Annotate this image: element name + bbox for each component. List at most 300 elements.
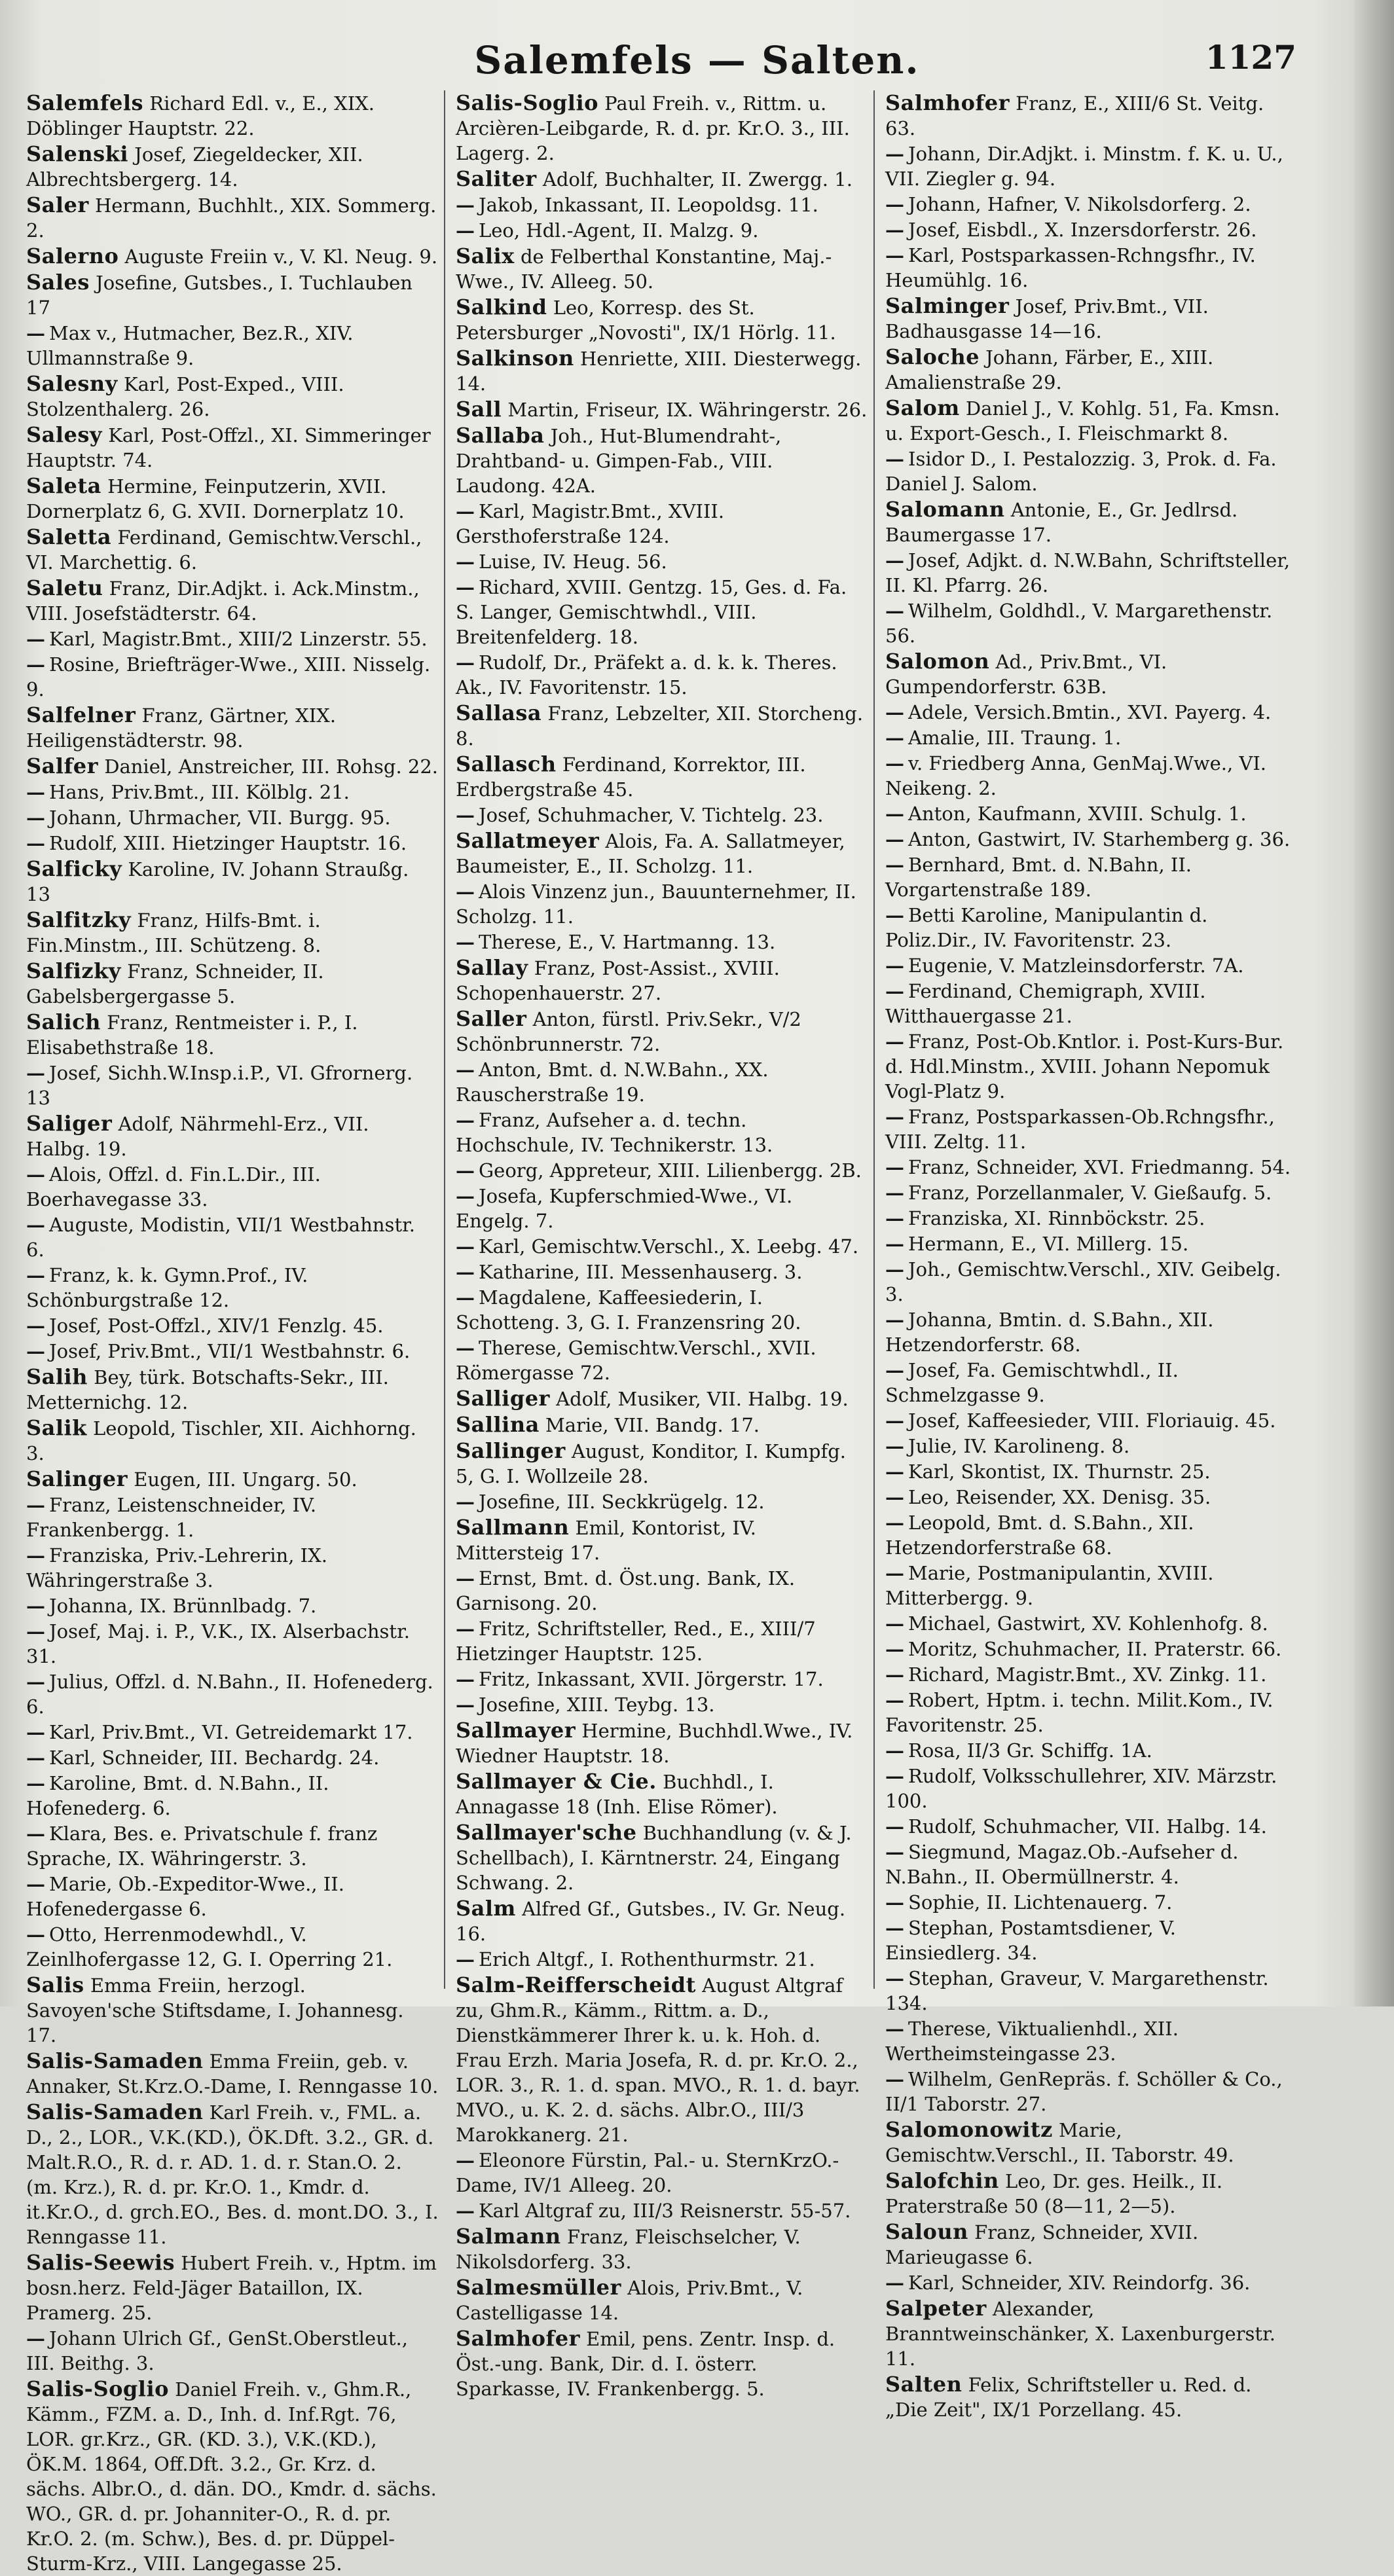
repeat-dash: — — [885, 803, 904, 825]
entry-details: Ferdinand, Gemischtw.Verschl., VI. Marchettig. 6. — [26, 526, 422, 573]
repeat-dash: — — [885, 1917, 904, 1939]
directory-entry — [885, 1840, 1298, 1889]
entry-details: Franz, Schneider, XVII. Marieugasse 6. — [885, 2221, 1199, 2268]
entry-details: Franz, Schneider, II. Gabelsbergergasse 5. — [26, 960, 324, 1007]
repeat-dash: — — [456, 880, 475, 903]
entry-surname: Salomon — [885, 649, 990, 674]
directory-entry — [456, 244, 868, 294]
directory-entry — [885, 1029, 1298, 1104]
entry-details: Magdalene, Kaffeesiederin, I. Schotteng. 3, G. I. Franzensring 20. — [456, 1286, 801, 1333]
entry-details: Adolf, Nährmehl-Erz., VII. Halbg. 19. — [26, 1113, 369, 1160]
entry-details: Karl, Magistr.Bmt., XVIII. Gersthoferstraße 124. — [456, 500, 725, 547]
directory-entry — [26, 1720, 439, 1745]
entry-details: Josefine, XIII. Teybg. 13. — [479, 1694, 715, 1716]
directory-entry — [26, 1669, 439, 1719]
entry-surname: Sall — [456, 397, 502, 422]
directory-entry — [456, 1006, 868, 1057]
directory-entry — [885, 217, 1298, 242]
entry-surname: Saletu — [26, 575, 103, 600]
entry-surname: Salficky — [26, 856, 122, 881]
directory-entry — [26, 1009, 439, 1060]
repeat-dash: — — [26, 1264, 45, 1286]
entry-surname: Salfer — [26, 753, 98, 778]
entry-surname: Salinger — [26, 1466, 128, 1491]
entry-details: Julie, IV. Karolineng. 8. — [908, 1435, 1130, 1457]
repeat-dash: — — [885, 1156, 904, 1178]
entry-details: Adele, Versich.Bmtin., XVI. Payerg. 4. — [908, 701, 1272, 723]
entry-details: Johann, Hafner, V. Nikolsdorferg. 2. — [908, 193, 1251, 215]
entry-details: Franz, Lebzelter, XII. Storcheng. 8. — [456, 702, 864, 750]
entry-details: Hubert Freih. v., Hptm. im bosn.herz. Feld-Jäger Bataillon, IX. Pramerg. 25. — [26, 2252, 437, 2324]
entry-surname: Salmhofer — [456, 2326, 580, 2351]
repeat-dash: — — [885, 549, 904, 571]
entry-details: Karoline, Bmt. d. N.Bahn., II. Hofenederg. 6. — [26, 1772, 329, 1819]
entry-details: Henriette, XIII. Diesterwegg. 14. — [456, 348, 862, 395]
directory-entry — [885, 192, 1298, 217]
directory-entry — [26, 1212, 439, 1262]
directory-entry — [456, 1769, 868, 1819]
directory-entry — [885, 344, 1298, 395]
entry-details: Ad., Priv.Bmt., VI. Gumpendorferstr. 63B. — [885, 651, 1167, 698]
directory-entry — [26, 1415, 439, 1466]
repeat-dash: — — [26, 807, 45, 829]
repeat-dash: — — [885, 727, 904, 749]
directory-entry — [456, 1515, 868, 1565]
entry-surname: Salfelner — [26, 702, 136, 727]
repeat-dash: — — [885, 1258, 904, 1280]
entry-surname: Salkinson — [456, 346, 574, 371]
entry-details: Paul Freih. v., Rittm. u. Arcièren-Leibgarde, R. d. pr. Kr.O. 3., III. Lagerg. 2. — [456, 92, 850, 164]
directory-entry — [456, 1438, 868, 1489]
repeat-dash: — — [885, 752, 904, 774]
repeat-dash: — — [26, 653, 45, 676]
entry-details: Franz, Post-Ob.Kntlor. i. Post-Kurs-Bur. d. Hdl.Minstm., XVIII. Johann Nepomuk Vogl-Platz 9. — [885, 1030, 1284, 1102]
entry-details: Adolf, Buchhalter, II. Zwergg. 1. — [542, 168, 853, 190]
directory-entry — [885, 953, 1298, 978]
directory-entry — [456, 218, 868, 243]
repeat-dash: — — [456, 651, 475, 674]
entry-details: Josef, Priv.Bmt., VII. Badhausgasse 14—16. — [885, 295, 1209, 342]
entry-details: Marie, VII. Bandg. 17. — [545, 1414, 760, 1436]
entry-details: Franz, Hilfs-Bmt. i. Fin.Minstm., III. Schützeng. 8. — [26, 909, 321, 956]
repeat-dash: — — [26, 1340, 45, 1362]
repeat-dash: — — [26, 781, 45, 803]
directory-entry — [456, 879, 868, 929]
entry-surname: Salliger — [456, 1386, 550, 1411]
repeat-dash: — — [456, 1286, 475, 1309]
entry-details: Karl, Gemischtw.Verschl., X. Leebg. 47. — [479, 1235, 859, 1258]
entry-details: Therese, Gemischtw.Verschl., XVII. Römergasse 72. — [456, 1337, 816, 1384]
entry-surname: Salis-Soglio — [26, 2376, 169, 2401]
entry-details: Franz, Postsparkassen-Ob.Rchngsfhr., VIII. Zeltg. 11. — [885, 1106, 1275, 1153]
directory-entry — [885, 1307, 1298, 1357]
entry-details: Otto, Herrenmodewhdl., V. Zeinlhofergasse 12, G. I. Operring 21. — [26, 1923, 393, 1970]
directory-entry — [885, 1814, 1298, 1839]
directory-entry — [456, 828, 868, 879]
directory-entry — [26, 652, 439, 702]
repeat-dash: — — [26, 1823, 45, 1845]
entry-surname: Sallatmeyer — [456, 828, 600, 853]
entry-details: Johanna, Bmtin. d. S.Bahn., XII. Hetzendorferstr. 68. — [885, 1309, 1214, 1356]
directory-entry — [456, 1566, 868, 1616]
entry-details: Karl, Priv.Bmt., VI. Getreidemarkt 17. — [49, 1721, 413, 1743]
entry-details: Franziska, Priv.-Lehrerin, IX. Währingerstraße 3. — [26, 1544, 327, 1591]
repeat-dash: — — [885, 1435, 904, 1457]
directory-entry — [456, 1260, 868, 1284]
directory-entry — [885, 1485, 1298, 1510]
repeat-dash: — — [885, 1739, 904, 1762]
entry-details: Felix, Schriftsteller u. Red. d. „Die Zeit", IX/1 Porzellang. 45. — [885, 2374, 1252, 2421]
entry-surname: Salfitzky — [26, 907, 132, 932]
entry-details: Franz, k. k. Gymn.Prof., IV. Schönburgstraße 12. — [26, 1264, 308, 1311]
directory-entry — [885, 1510, 1298, 1560]
entry-details: Emil, Kontorist, IV. Mittersteig 17. — [456, 1517, 756, 1564]
entry-details: Alfred Gf., Gutsbes., IV. Gr. Neug. 16. — [456, 1898, 846, 1945]
entry-surname: Salmann — [456, 2224, 561, 2249]
entry-details: Josef, Maj. i. P., V.K., IX. Alserbachstr. 31. — [26, 1620, 410, 1667]
directory-entry — [26, 90, 439, 141]
directory-entry — [26, 1466, 439, 1492]
entry-details: Franz, Fleischselcher, V. Nikolsdorferg. 33. — [456, 2226, 801, 2273]
repeat-dash: — — [456, 1948, 475, 1970]
directory-entry — [26, 805, 439, 830]
directory-entry — [885, 1561, 1298, 1610]
entry-details: Franz, Aufseher a. d. techn. Hochschule, IV. Technikerstr. 13. — [456, 1109, 773, 1156]
entry-details: Rosa, II/3 Gr. Schiffg. 1A. — [908, 1739, 1152, 1762]
entry-details: Ferdinand, Korrektor, III. Erdbergstraße 45. — [456, 753, 806, 801]
directory-entry — [26, 1339, 439, 1364]
entry-details: Franz, Dir.Adjkt. i. Ack.Minstm., VIII. Josefstädterstr. 64. — [26, 577, 420, 625]
repeat-dash: — — [885, 448, 904, 470]
entry-surname: Saler — [26, 192, 89, 217]
directory-entry — [885, 446, 1298, 496]
repeat-dash: — — [885, 193, 904, 215]
repeat-dash: — — [885, 244, 904, 266]
entry-details: Anton, fürstl. Priv.Sekr., V/2 Schönbrunnerstr. 72. — [456, 1008, 801, 1055]
entry-details: Karoline, IV. Johann Straußg. 13 — [26, 858, 409, 905]
entry-surname: Salpeter — [885, 2296, 987, 2321]
directory-entry — [885, 649, 1298, 699]
repeat-dash: — — [885, 1512, 904, 1534]
entry-details: Fritz, Inkassant, XVII. Jörgerstr. 17. — [479, 1668, 824, 1690]
directory-entry — [885, 725, 1298, 750]
column-right — [885, 90, 1303, 2421]
repeat-dash: — — [456, 1235, 475, 1258]
directory-entry — [26, 1972, 439, 2048]
repeat-dash: — — [885, 2018, 904, 2040]
entry-details: Fritz, Schriftsteller, Red., E., XIII/7 Hietzinger Hauptstr. 125. — [456, 1618, 816, 1665]
running-title: Salemfels — Salten. — [474, 38, 920, 82]
entry-details: Leo, Reisender, XX. Denisg. 35. — [908, 1486, 1211, 1508]
repeat-dash: — — [26, 832, 45, 854]
entry-details: Richard Edl. v., E., XIX. Döblinger Hauptstr. 22. — [26, 92, 375, 139]
directory-entry — [26, 244, 439, 269]
directory-entry — [26, 1364, 439, 1415]
directory-entry — [456, 1234, 868, 1259]
entry-details: Moritz, Schuhmacher, II. Praterstr. 66. — [908, 1638, 1282, 1660]
directory-entry — [885, 1434, 1298, 1459]
entry-details: Alois, Priv.Bmt., V. Castelligasse 14. — [456, 2277, 803, 2324]
entry-details: Josef, Post-Offzl., XIV/1 Fenzlg. 45. — [49, 1315, 384, 1337]
directory-entry — [885, 903, 1298, 952]
directory-entry — [885, 2067, 1298, 2116]
entry-details: de Felberthal Konstantine, Maj.-Wwe., IV. Alleeg. 50. — [456, 245, 832, 293]
directory-entry — [456, 700, 868, 751]
repeat-dash: — — [456, 2149, 475, 2171]
entry-details: Emil, pens. Zentr. Insp. d. Öst.-ung. Bank, Dir. d. I. österr. Sparkasse, IV. Frankenbergg. 5. — [456, 2328, 835, 2400]
directory-entry — [26, 753, 439, 779]
entry-details: Josef, Sichh.W.Insp.i.P., VI. Gfrornerg. 13 — [26, 1062, 413, 1109]
directory-entry — [456, 1616, 868, 1666]
directory-entry — [885, 2270, 1298, 2295]
directory-entry — [885, 1688, 1298, 1737]
entry-surname: Sallay — [456, 955, 528, 980]
entry-details: Karl Altgraf zu, III/3 Reisnerstr. 55-57. — [479, 2200, 851, 2222]
entry-surname: Sallmayer'sche — [456, 1820, 637, 1845]
repeat-dash: — — [456, 1668, 475, 1690]
directory-entry — [885, 293, 1298, 344]
column-middle — [456, 90, 875, 2400]
directory-entry — [26, 780, 439, 805]
entry-details: Karl, Magistr.Bmt., XIII/2 Linzerstr. 55. — [49, 628, 428, 650]
entry-details: Alois, Offzl. d. Fin.L.Dir., III. Boerhavegasse 33. — [26, 1163, 321, 1210]
directory-entry — [456, 295, 868, 345]
entry-details: Karl, Post-Exped., VIII. Stolzenthalerg. 26. — [26, 373, 344, 420]
repeat-dash: — — [885, 143, 904, 165]
repeat-dash: — — [885, 1233, 904, 1255]
entry-details: Jakob, Inkassant, II. Leopoldsg. 11. — [479, 194, 818, 216]
repeat-dash: — — [26, 1544, 45, 1567]
directory-entry — [885, 1966, 1298, 2016]
directory-entry — [885, 1890, 1298, 1915]
entry-details: Marie, Postmanipulantin, XVIII. Mitterbergg. 9. — [885, 1562, 1214, 1609]
entry-details: Marie, Gemischtw.Verschl., II. Taborstr. 49. — [885, 2119, 1234, 2166]
directory-entry — [456, 1335, 868, 1385]
repeat-dash: — — [456, 219, 475, 242]
entry-surname: Salesy — [26, 422, 102, 447]
directory-entry — [456, 650, 868, 700]
entry-surname: Sallina — [456, 1412, 540, 1437]
directory-entry — [885, 1637, 1298, 1661]
entry-details: Bey, türk. Botschafts-Sekr., III. Metternichg. 12. — [26, 1366, 389, 1413]
directory-entry — [26, 1922, 439, 1972]
repeat-dash: — — [885, 1359, 904, 1381]
entry-details: Wilhelm, GenRepräs. f. Schöller & Co., II/1 Taborstr. 27. — [885, 2068, 1283, 2115]
entry-details: Anton, Bmt. d. N.W.Bahn., XX. Rauscherstraße 19. — [456, 1059, 769, 1106]
entry-surname: Salm-Reifferscheidt — [456, 1972, 696, 1997]
repeat-dash: — — [885, 854, 904, 876]
repeat-dash: — — [456, 1159, 475, 1182]
entry-surname: Saloche — [885, 344, 980, 369]
entry-surname: Salkind — [456, 295, 547, 319]
directory-entry — [885, 141, 1298, 191]
entry-surname: Salmesmüller — [456, 2275, 621, 2300]
directory-entry — [456, 1057, 868, 1107]
entry-details: Karl, Skontist, IX. Thurnstr. 25. — [908, 1460, 1211, 1483]
directory-entry — [885, 1459, 1298, 1484]
entry-surname: Sallmayer — [456, 1718, 576, 1743]
entry-details: Hermine, Buchhdl.Wwe., IV. Wiedner Hauptstr. 18. — [456, 1720, 853, 1767]
directory-entry — [885, 1915, 1298, 1965]
entry-details: Johann, Dir.Adjkt. i. Minstm. f. K. u. U., VII. Ziegler g. 94. — [885, 143, 1283, 190]
repeat-dash: — — [885, 1689, 904, 1711]
entry-details: Ernst, Bmt. d. Öst.ung. Bank, IX. Garnisong. 20. — [456, 1567, 796, 1614]
entry-details: Leopold, Bmt. d. S.Bahn., XII. Hetzendorferstraße 68. — [885, 1512, 1194, 1559]
directory-entry — [885, 90, 1298, 141]
directory-entry — [885, 751, 1298, 801]
directory-entry — [26, 1263, 439, 1313]
entry-details: Rudolf, XIII. Hietzinger Hauptstr. 16. — [49, 832, 407, 854]
entry-details: Johann Ulrich Gf., GenSt.Oberstleut., III. Beithg. 3. — [26, 2327, 408, 2374]
directory-entry — [885, 1358, 1298, 1407]
directory-entry — [26, 958, 439, 1009]
entry-details: Eleonore Fürstin, Pal.- u. SternKrzO.-Dame, IV/1 Alleeg. 20. — [456, 2149, 839, 2196]
entry-details: Amalie, III. Traung. 1. — [908, 727, 1122, 749]
directory-entry — [456, 2326, 868, 2401]
repeat-dash: — — [885, 1841, 904, 1863]
entry-details: Georg, Appreteur, XIII. Lilienbergg. 2B. — [479, 1159, 862, 1182]
column-left — [26, 90, 445, 2575]
repeat-dash: — — [885, 219, 904, 241]
entry-details: Wilhelm, Goldhdl., V. Margarethenstr. 56. — [885, 600, 1273, 647]
entry-details: Hans, Priv.Bmt., III. Kölblg. 21. — [49, 781, 350, 803]
directory-entry — [26, 1745, 439, 1770]
entry-surname: Salis-Samaden — [26, 2099, 204, 2124]
entry-details: Luise, IV. Heug. 56. — [479, 551, 667, 573]
entry-details: Leopold, Tischler, XII. Aichhorng. 3. — [26, 1417, 416, 1464]
repeat-dash: — — [885, 1486, 904, 1508]
repeat-dash: — — [456, 931, 475, 953]
directory-entry — [885, 2168, 1298, 2219]
entry-details: Franz, Schneider, XVI. Friedmanng. 54. — [908, 1156, 1291, 1178]
directory-entry — [885, 1257, 1298, 1307]
directory-entry — [885, 1180, 1298, 1205]
directory-entry — [885, 1662, 1298, 1687]
entry-surname: Salis — [26, 1972, 84, 1997]
entry-details: Marie, Ob.-Expeditor-Wwe., II. Hofenedergasse 6. — [26, 1873, 344, 1920]
entry-details: Leo, Korresp. des St. Petersburger „Novosti", IX/1 Hörlg. 11. — [456, 297, 836, 344]
entry-surname: Salfizky — [26, 958, 121, 983]
repeat-dash: — — [456, 576, 475, 598]
entry-details: Josefine, III. Seckkrügelg. 12. — [479, 1491, 765, 1513]
repeat-dash: — — [456, 1567, 475, 1589]
entry-surname: Salesny — [26, 371, 118, 396]
entry-details: Joh., Gemischtw.Verschl., XIV. Geibelg. 3. — [885, 1258, 1281, 1305]
entry-details: Therese, E., V. Hartmanng. 13. — [479, 931, 776, 953]
repeat-dash: — — [26, 1620, 45, 1642]
page-header — [0, 38, 1355, 97]
entry-surname: Salemfels — [26, 90, 144, 115]
directory-entry — [885, 700, 1298, 725]
entry-surname: Sallasch — [456, 752, 557, 776]
repeat-dash: — — [885, 980, 904, 1002]
entry-details: Josef, Kaffeesieder, VIII. Floriauig. 45. — [908, 1409, 1276, 1432]
directory-entry — [456, 1820, 868, 1895]
repeat-dash: — — [26, 1494, 45, 1516]
directory-entry — [885, 395, 1298, 446]
repeat-dash: — — [456, 804, 475, 826]
entry-surname: Salik — [26, 1415, 87, 1440]
entry-surname: Salofchin — [885, 2168, 999, 2193]
directory-entry — [26, 1313, 439, 1338]
entry-details: Emma Freiin, geb. v. Annaker, St.Krz.O.-Dame, I. Renngasse 10. — [26, 2050, 439, 2097]
directory-entry — [456, 1489, 868, 1514]
entry-details: Betti Karoline, Manipulantin d. Poliz.Dir., IV. Favoritenstr. 23. — [885, 904, 1208, 951]
directory-entry — [26, 1619, 439, 1669]
directory-entry — [456, 2275, 868, 2325]
directory-entry — [456, 1667, 868, 1692]
entry-details: Anton, Kaufmann, XVIII. Schulg. 1. — [908, 803, 1247, 825]
entry-details: v. Friedberg Anna, GenMaj.Wwe., VI. Neikeng. 2. — [885, 752, 1267, 799]
entry-surname: Sallinger — [456, 1438, 566, 1463]
entry-details: Leo, Hdl.-Agent, II. Malzg. 9. — [479, 219, 759, 242]
repeat-dash: — — [456, 2200, 475, 2222]
entry-surname: Salomann — [885, 497, 1005, 522]
entry-details: Erich Altgf., I. Rothenthurmstr. 21. — [479, 1948, 815, 1970]
entry-details: Josef, Eisbdl., X. Inzersdorferstr. 26. — [908, 219, 1257, 241]
entry-details: August, Konditor, I. Kumpfg. 5, G. I. Wollzeile 28. — [456, 1440, 846, 1487]
directory-entry — [456, 955, 868, 1006]
entry-surname: Salich — [26, 1009, 101, 1034]
repeat-dash: — — [26, 1595, 45, 1617]
repeat-dash: — — [885, 1207, 904, 1229]
entry-details: Josef, Adjkt. d. N.W.Bahn, Schriftsteller, II. Kl. Pfarrg. 26. — [885, 549, 1291, 596]
entry-details: Franz, Gärtner, XIX. Heiligenstädterstr. 98. — [26, 704, 337, 752]
entry-details: Siegmund, Magaz.Ob.-Aufseher d. N.Bahn., II. Obermüllnerstr. 4. — [885, 1841, 1239, 1888]
directory-entry — [885, 2219, 1298, 2270]
directory-entry — [456, 2224, 868, 2274]
directory-entry — [26, 2326, 439, 2376]
repeat-dash: — — [885, 1638, 904, 1660]
repeat-dash: — — [885, 600, 904, 622]
directory-entry — [885, 801, 1298, 826]
repeat-dash: — — [26, 1671, 45, 1693]
entry-details: Robert, Hptm. i. techn. Milit.Kom., IV. Favoritenstr. 25. — [885, 1689, 1274, 1736]
entry-surname: Sallmayer & Cie. — [456, 1769, 657, 1794]
entry-details: Karl Freih. v., FML. a. D., 2., LOR., V.K.(KD.), ÖK.Dft. 3.2., GR. d. Malt.R.O., R. d. r. AD. 1. d. r. Stan.O. 2. (m. Krz.), R. d. pr. Kr.O. 1., Kmdr. d. it.Kr.O., d. grch.EO., Bes. d. mont.DO. 3., I. Renngasse 11. — [26, 2101, 439, 2248]
repeat-dash: — — [885, 1967, 904, 1989]
directory-entry — [26, 192, 439, 243]
directory-entry — [26, 1111, 439, 1161]
repeat-dash: — — [26, 1747, 45, 1769]
page-number: 1127 — [1205, 38, 1296, 77]
directory-entry — [456, 2148, 868, 2198]
directory-entry — [456, 930, 868, 954]
entry-details: Buchhdl., I. Annagasse 18 (Inh. Elise Römer). — [456, 1771, 778, 1818]
directory-entry — [885, 598, 1298, 648]
directory-entry — [885, 827, 1298, 852]
repeat-dash: — — [885, 1765, 904, 1787]
entry-details: Franz, Rentmeister i. P., I. Elisabethstraße 18. — [26, 1011, 358, 1059]
directory-entry — [885, 2372, 1298, 2422]
entry-details: Sophie, II. Lichtenauerg. 7. — [908, 1891, 1173, 1914]
directory-entry — [26, 856, 439, 907]
entry-details: Josef, Priv.Bmt., VII/1 Westbahnstr. 6. — [49, 1340, 411, 1362]
directory-entry — [456, 90, 868, 166]
directory-entry — [885, 497, 1298, 547]
entry-surname: Saletta — [26, 524, 112, 549]
repeat-dash: — — [885, 904, 904, 926]
entry-details: Franziska, XI. Rinnböckstr. 25. — [908, 1207, 1205, 1229]
entry-details: Auguste Freiin v., V. Kl. Neug. 9. — [124, 245, 438, 268]
directory-entry — [26, 1162, 439, 1212]
repeat-dash: — — [885, 1562, 904, 1584]
directory-entry — [885, 548, 1298, 598]
entry-details: Josefa, Kupferschmied-Wwe., VI. Engelg. 7. — [456, 1185, 793, 1232]
entry-details: Buchhandlung (v. & J. Schellbach), I. Kärntnerstr. 24, Eingang Schwang. 2. — [456, 1822, 852, 1894]
entry-surname: Salomonowitz — [885, 2117, 1053, 2142]
entry-details: Daniel, Anstreicher, III. Rohsg. 22. — [104, 755, 438, 778]
